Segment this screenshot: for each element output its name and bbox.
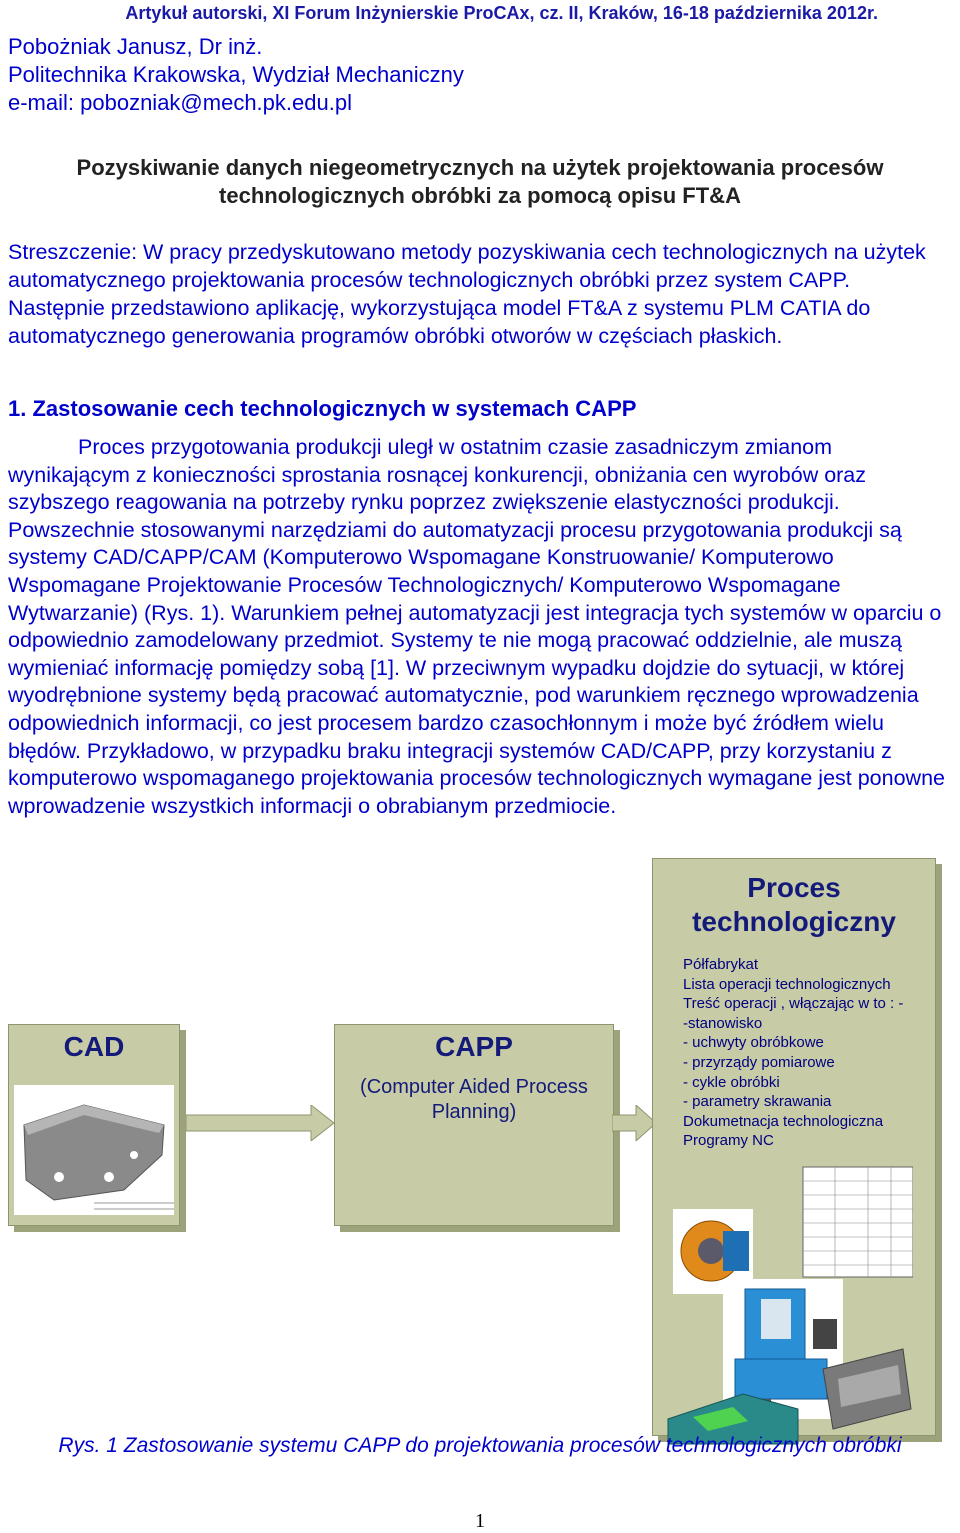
process-item: Półfabrykat xyxy=(683,956,759,973)
capp-label: CAPP xyxy=(435,1031,513,1062)
title-line-2: technologicznych obróbki za pomocą opisu FT&A xyxy=(219,183,741,208)
capp-box xyxy=(334,1024,614,1226)
process-item: Lista operacji technologicznych xyxy=(683,975,891,993)
process-item: - parametry skrawania xyxy=(683,1093,832,1111)
process-item: -stanowisko xyxy=(683,1014,763,1032)
capp-sub: (Computer Aided Process Planning) xyxy=(360,1076,588,1123)
arrow-cad-to-capp xyxy=(186,1105,336,1141)
process-title-line-2: technologiczny xyxy=(692,906,896,937)
process-item: Programy NC xyxy=(683,1132,774,1150)
figure-cad-capp xyxy=(0,850,960,1440)
cad-box xyxy=(8,1024,180,1226)
process-illustration xyxy=(663,1159,913,1449)
author-affiliation: Politechnika Krakowska, Wydział Mechaniczny xyxy=(8,62,464,87)
author-name: Pobożniak Janusz, Dr inż. xyxy=(8,34,263,59)
header-note: Artykuł autorski, XI Forum Inżynierskie ProCAx, cz. II, Kraków, 16-18 października 2012r. xyxy=(125,3,878,23)
process-item: - przyrządy pomiarowe xyxy=(683,1053,835,1071)
process-item: - cykle obróbki xyxy=(683,1073,780,1091)
figure-caption: Rys. 1 Zastosowanie systemu CAPP do projektowania procesów technologicznych obróbki xyxy=(58,1434,902,1457)
process-item: Dokumetnacja technologiczna xyxy=(683,1112,884,1130)
process-item: Treść operacji , włączając w to : - xyxy=(683,995,904,1013)
cad-part-image xyxy=(14,1085,174,1215)
section-heading: 1. Zastosowanie cech technologicznych w systemach CAPP xyxy=(8,396,637,421)
process-title xyxy=(653,871,935,939)
process-item: - uchwyty obróbkowe xyxy=(683,1034,824,1052)
author-block xyxy=(8,33,464,117)
title-line-1: Pozyskiwanie danych niegeometrycznych na użytek projektowania procesów xyxy=(76,155,884,180)
author-email: e-mail: pobozniak@mech.pk.edu.pl xyxy=(8,90,352,115)
process-title-line-1: Proces xyxy=(747,872,841,903)
body-text xyxy=(8,434,952,820)
paper-title xyxy=(0,154,960,210)
process-box xyxy=(652,858,936,1436)
body-paragraph: Proces przygotowania produkcji uległ w ostatnim czasie zasadniczym zmianom wynikającym z konieczności sprostania rosnącej konkurencji, obniżania cen wyrobów oraz szybszego reagowania na potrzeby rynku poprzez zwiększenie elastyczności produkcji. Powszechnie stosowanymi narzędziami do automatyzacji procesu przygotowania produkcji są systemy CAD/CAPP/CAM (Komputerowo Wspomagane Konstruowanie/ Komputerowo Wspomagane Projektowanie Procesów Technologicznych/ Komputerowo Wspomagane Wytwarzanie) (Rys. 1). Warunkiem pełnej automatyzacji jest integracja tych systemów w oparciu o odpowiednio zamodelowany przedmiot. Systemy te nie mogą pracować oddzielnie, ale muszą wymieniać informację pomiędzy sobą [1]. W przeciwnym wypadku dojdzie do sytuacji, w której wyodrębnione systemy będą pracować automatycznie, pod warunkiem ręcznego wprowadzenia odpowiednich informacji, co jest procesem bardzo czasochłonnym i może być źródłem wielu błędów. Przykładowo, w przypadku braku integracji systemów CAD/CAPP, przy korzystaniu z komputerowo wspomaganego projektowania procesów technologicznych wymagane jest ponowne wprowadzenie wszystkich informacji o obrabianym przedmiocie. xyxy=(8,435,945,818)
cad-label: CAD xyxy=(63,1031,125,1062)
page-number: 1 xyxy=(475,1510,485,1532)
process-list xyxy=(683,955,903,1151)
abstract: Streszczenie: W pracy przedyskutowano metody pozyskiwania cech technologicznych na użytek automatycznego projektowania procesów technologicznych obróbki przez system CAPP. Następnie przedstawiono aplikację, wykorzystująca model FT&A z systemu PLM CATIA do automatycznego generowania programów obróbki otworów w częściach płaskich. xyxy=(8,240,926,348)
